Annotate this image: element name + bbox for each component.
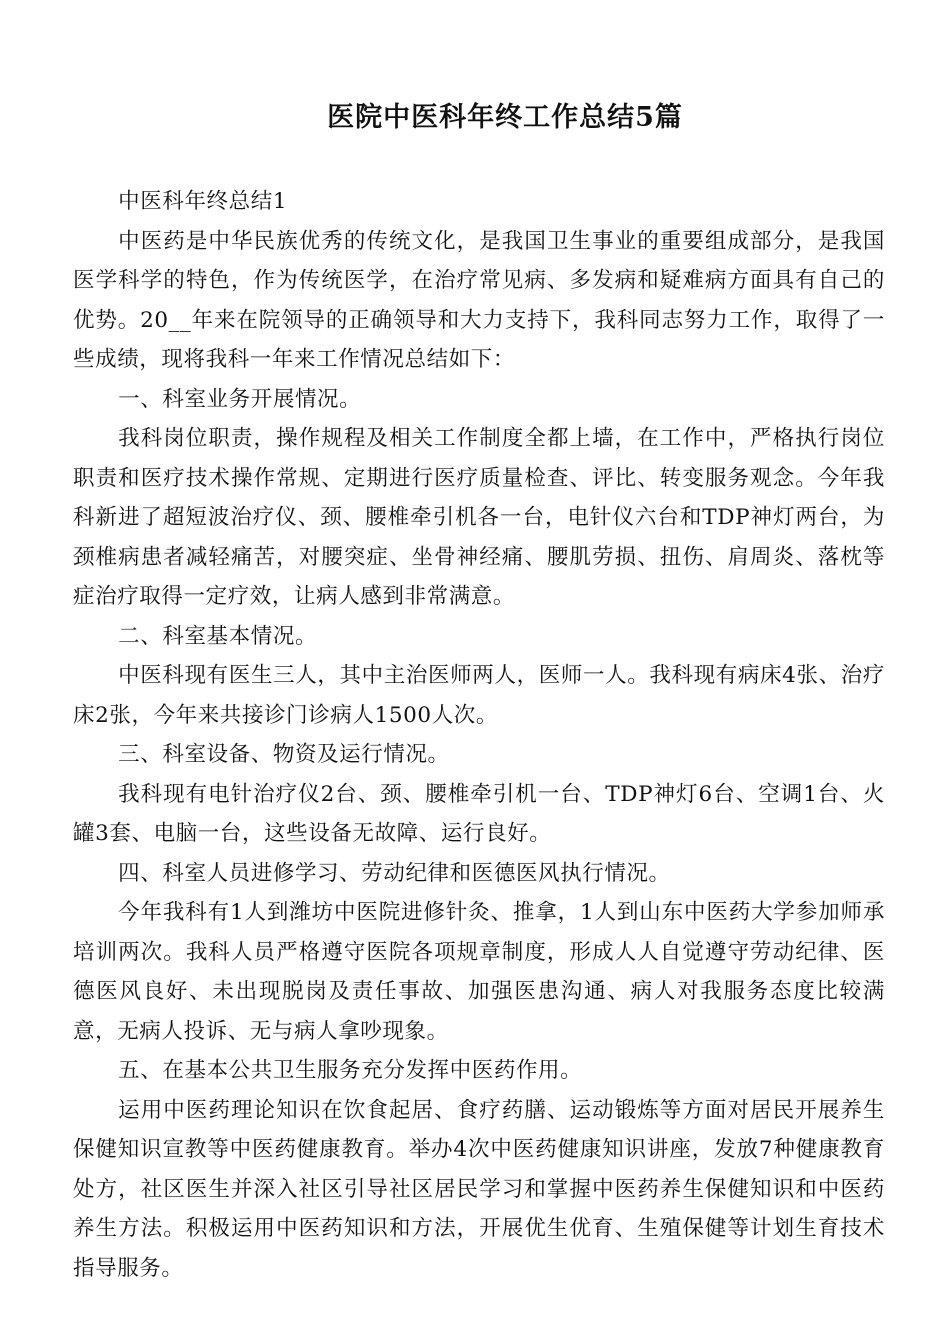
paragraph: 运用中医药理论知识在饮食起居、食疗药膳、运动锻炼等方面对居民开展养生保健知识宣教等中医药健康教育。举办4次中医药健康知识讲座，发放7种健康教育处方，社区医生并深入社区引导社区居民学习和掌握中医药养生保健知识和中医药养生方法。积极运用中医药知识和方法，开展优生优育、生殖保健等计划生育技术指导服务。 <box>73 1097 885 1281</box>
paragraph: 中医药是中华民族优秀的传统文化，是我国卫生事业的重要组成部分，是我国医学科学的特色，作为传统医学，在治疗常见病、多发病和疑难病方面具有自己的优势。20__年来在院领导的正确领导和大力支持下，我科同志努力工作，取得了一些成绩，现将我科一年来工作情况总结如下： <box>73 228 885 372</box>
section-heading: 四、科室人员进修学习、劳动纪律和医德医风执行情况。 <box>118 860 671 886</box>
document-body <box>73 182 885 1288</box>
paragraph: 我科现有电针治疗仪2台、颈、腰椎牵引机一台、TDP神灯6台、空调1台、火罐3套、电脑一台，这些设备无故障、运行良好。 <box>73 781 885 846</box>
section-heading: 二、科室基本情况。 <box>118 623 318 649</box>
section-heading: 中医科年终总结1 <box>118 189 288 214</box>
paragraph: 我科岗位职责，操作规程及相关工作制度全都上墙，在工作中，严格执行岗位职责和医疗技术操作常规、定期进行医疗质量检查、评比、转变服务观念。今年我科新进了超短波治疗仪、颈、腰椎牵引机各一台，电针仪六台和TDP神灯两台，为颈椎病患者减轻痛苦，对腰突症、坐骨神经痛、腰肌劳损、扭伤、肩周炎、落枕等症治疗取得一定疗效，让病人感到非常满意。 <box>73 426 885 609</box>
paragraph: 中医科现有医生三人，其中主治医师两人，医师一人。我科现有病床4张、治疗床2张，今年来共接诊门诊病人1500人次。 <box>73 663 885 728</box>
section-heading: 五、在基本公共卫生服务充分发挥中医药作用。 <box>118 1058 583 1083</box>
section-heading: 一、科室业务开展情况。 <box>118 386 362 412</box>
document-title: 医院中医科年终工作总结5篇 <box>327 102 683 133</box>
section-heading: 三、科室设备、物资及运行情况。 <box>118 742 450 767</box>
paragraph: 今年我科有1人到潍坊中医院进修针灸、推拿，1人到山东中医药大学参加师承培训两次。我科人员严格遵守医院各项规章制度，形成人人自觉遵守劳动纪律、医德医风良好、未出现脱岗及责任事故、加强医患沟通、病人对我服务态度比较满意，无病人投诉、无与病人拿吵现象。 <box>73 900 885 1044</box>
